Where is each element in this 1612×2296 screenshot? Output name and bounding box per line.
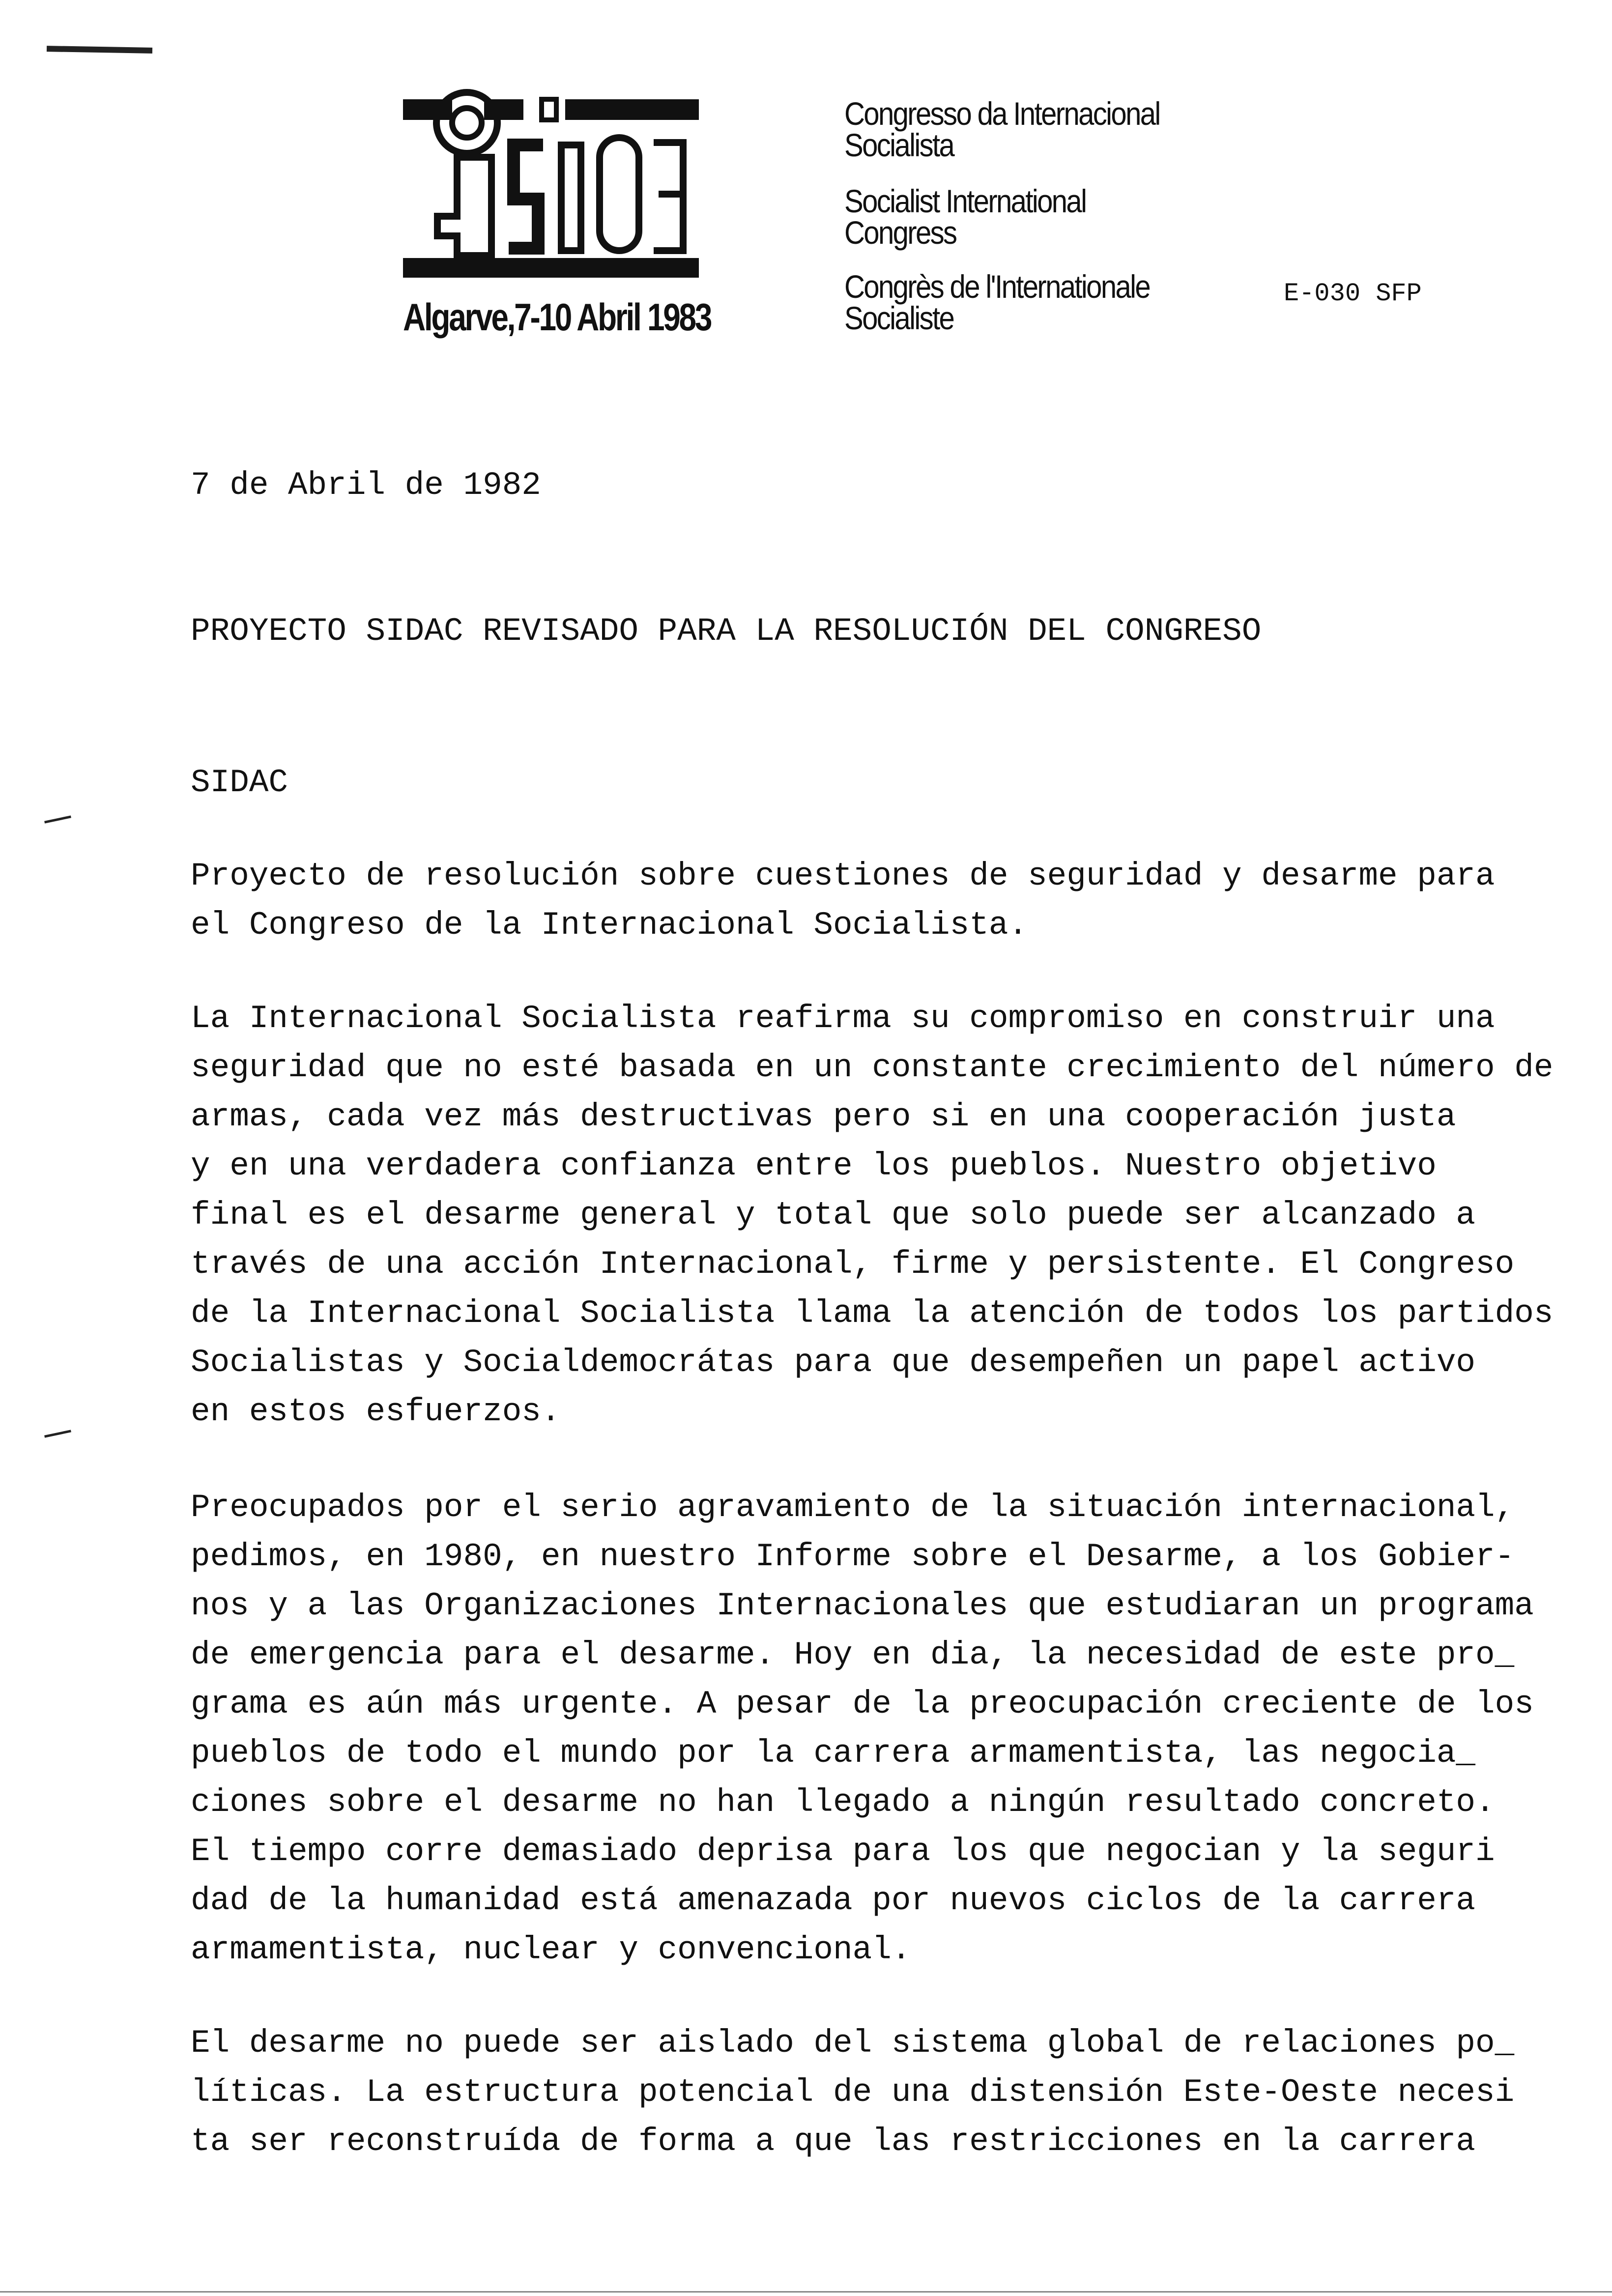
congress-name-fr-2: Socialiste (844, 300, 954, 336)
paragraph-3-line: nos y a las Organizaciones Internacionales que estudiaran un programa (191, 1587, 1534, 1624)
paragraph-2-line: través de una acción Internacional, firme y persistente. El Congreso (191, 1246, 1515, 1283)
section-heading: SIDAC (191, 764, 288, 801)
document-title: PROYECTO SIDAC REVISADO PARA LA RESOLUCIÓN DEL CONGRESO (191, 613, 1262, 650)
congress-name-en-2: Congress (844, 214, 956, 251)
paragraph-3-line: grama es aún más urgente. A pesar de la preocupación creciente de los (191, 1686, 1534, 1722)
paragraph-4-line: El desarme no puede ser aislado del sistema global de relaciones po_ (191, 2025, 1515, 2062)
punch-hole-mark (44, 1430, 71, 1437)
si83-logo (403, 88, 796, 290)
paragraph-3-line: pedimos, en 1980, en nuestro Informe sobre el Desarme, a los Gobier- (191, 1538, 1515, 1575)
paragraph-2-line: y en una verdadera confianza entre los pueblos. Nuestro objetivo (191, 1148, 1437, 1184)
paragraph-3-line: ciones sobre el desarme no han llegado a ningún resultado concreto. (191, 1784, 1495, 1821)
document-code: E-030 SFP (1284, 279, 1422, 308)
svg-text:si83: si83 (550, 201, 551, 202)
punch-hole-mark (44, 815, 71, 823)
event-tagline: Algarve,7-10 Abril 1983 (403, 295, 711, 339)
paragraph-1-line: el Congreso de la Internacional Socialista. (191, 907, 1028, 944)
paragraph-3-line: dad de la humanidad está amenazada por nuevos ciclos de la carrera (191, 1882, 1476, 1919)
paragraph-2-line: en estos esfuerzos. (191, 1393, 561, 1430)
paragraph-2-line: armas, cada vez más destructivas pero si en una cooperación justa (191, 1098, 1456, 1135)
paragraph-2-line: de la Internacional Socialista llama la atención de todos los partidos (191, 1295, 1554, 1332)
congress-name-en: Socialist International (844, 183, 1086, 219)
congress-name-pt: Congresso da Internacional (844, 95, 1160, 132)
paragraph-2-line: La Internacional Socialista reafirma su compromiso en construir una (191, 1000, 1495, 1037)
paragraph-3-line: de emergencia para el desarme. Hoy en dia, la necesidad de este pro_ (191, 1636, 1515, 1673)
congress-name-fr: Congrès de l'Internationale (844, 268, 1150, 305)
paragraph-3-line: armamentista, nuclear y convencional. (191, 1931, 911, 1968)
paragraph-1-line: Proyecto de resolución sobre cuestiones de seguridad y desarme para (191, 858, 1495, 894)
paragraph-3-line: El tiempo corre demasiado deprisa para los que negocian y la seguri (191, 1833, 1495, 1870)
paragraph-3-line: pueblos de todo el mundo por la carrera armamentista, las negocia_ (191, 1735, 1476, 1772)
paragraph-4-line: ta ser reconstruída de forma a que las restricciones en la carrera (191, 2123, 1476, 2160)
paragraph-2-line: final es el desarme general y total que solo puede ser alcanzado a (191, 1197, 1476, 1234)
paragraph-4-line: líticas. La estructura potencial de una distensión Este-Oeste necesi (191, 2074, 1515, 2111)
paragraph-2-line: Socialistas y Socialdemocrátas para que desempeñen un papel activo (191, 1344, 1476, 1381)
paragraph-2-line: seguridad que no esté basada en un constante crecimiento del número de (191, 1049, 1554, 1086)
paragraph-3-line: Preocupados por el serio agravamiento de la situación internacional, (191, 1489, 1515, 1526)
scan-mark (47, 46, 152, 54)
congress-name-pt-2: Socialista (844, 127, 954, 163)
page-edge (0, 2291, 1612, 2293)
document-date: 7 de Abril de 1982 (191, 467, 541, 504)
